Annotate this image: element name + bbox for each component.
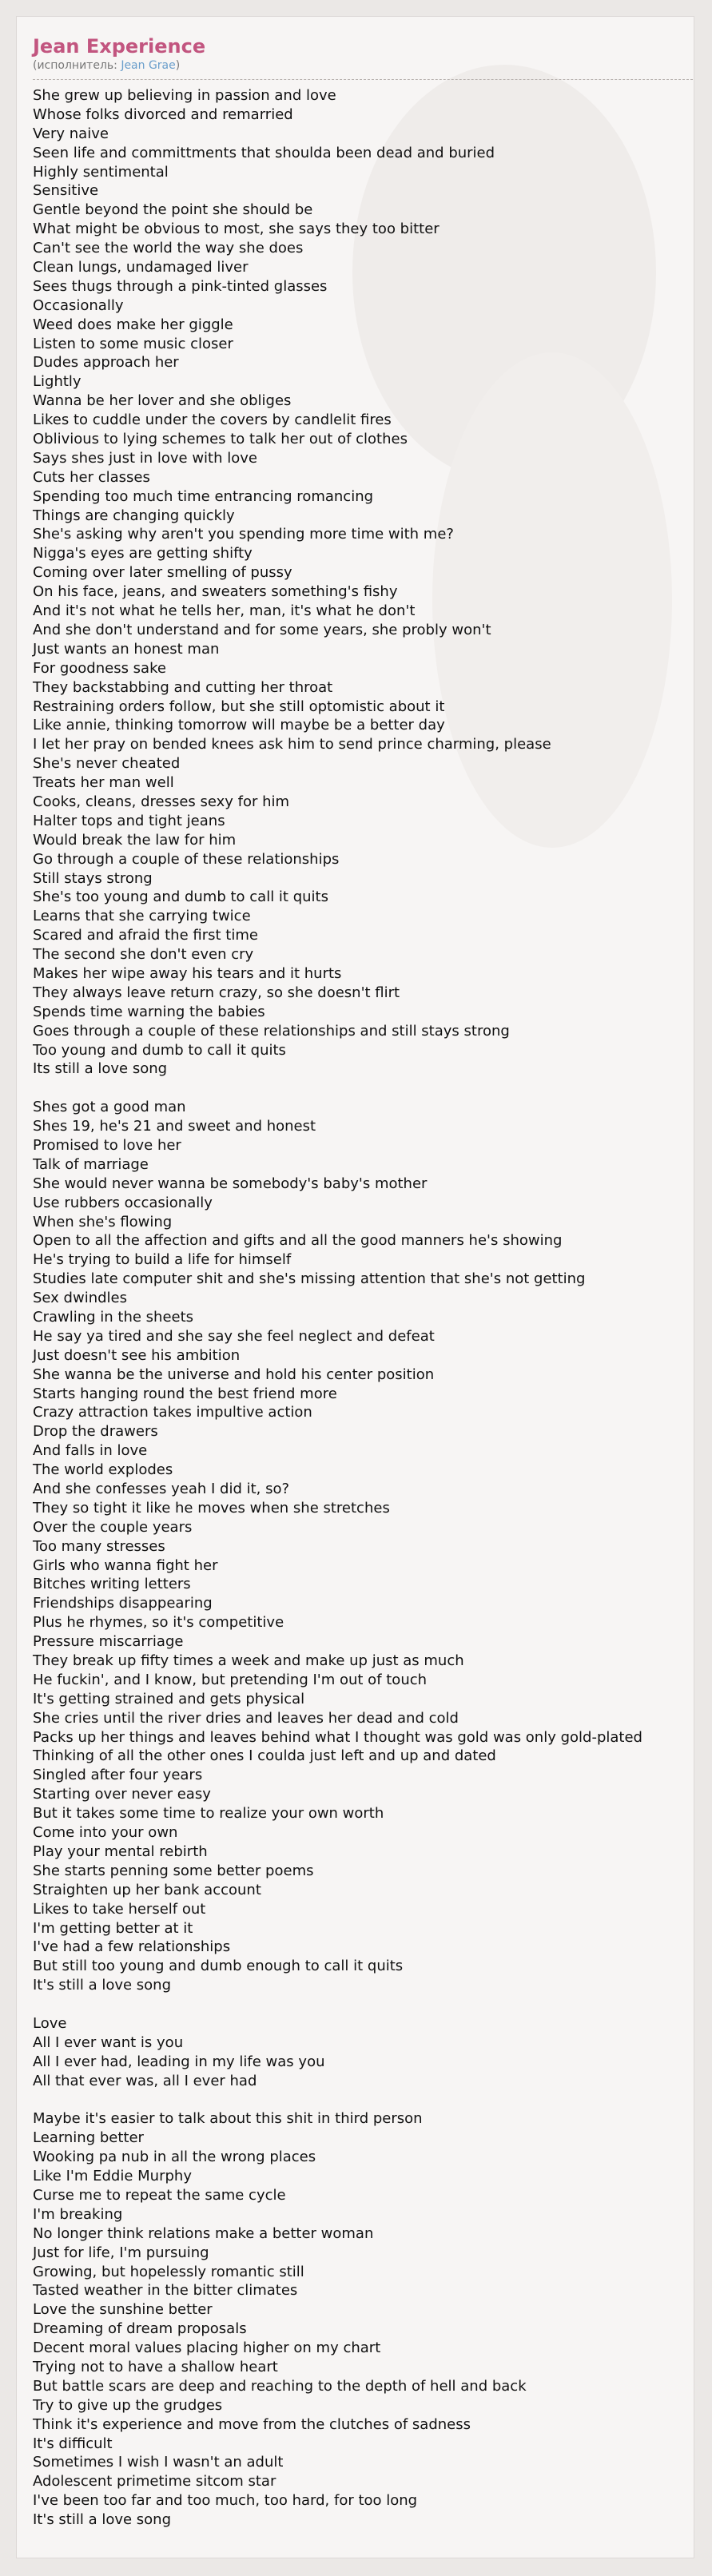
lyric-line: Try to give up the grudges [33, 2396, 223, 2414]
lyric-line: And it's not what he tells her, man, it's what he don't [33, 602, 416, 620]
lyric-line: Spending too much time entrancing romancing [33, 487, 374, 505]
artist-link[interactable]: Jean Grae [121, 59, 176, 72]
lyric-line: The second she don't even cry [33, 946, 254, 964]
lyric-line: Crazy attraction takes impultive action [33, 1404, 312, 1421]
lyric-line: Plus he rhymes, so it's competitive [33, 1614, 284, 1632]
lyric-line: Adolescent primetime sitcom star [33, 2473, 276, 2491]
lyric-line: Coming over later smelling of pussy [33, 564, 292, 582]
lyric-line: Just doesn't see his ambition [33, 1346, 241, 1364]
lyric-line: Open to all the affection and gifts and all the good manners he's showing [33, 1232, 563, 1250]
lyric-line: Cooks, cleans, dresses sexy for him [33, 793, 290, 810]
lyric-line: She starts penning some better poems [33, 1862, 314, 1879]
lyric-line: Tasted weather in the bitter climates [33, 2282, 298, 2300]
lyric-line: Oblivious to lying schemes to talk her out of clothes [33, 431, 408, 448]
lyric-line: Learns that she carrying twice [33, 908, 251, 925]
lyric-line: Shes 19, he's 21 and sweet and honest [33, 1118, 316, 1135]
lyric-line: Likes to cuddle under the covers by candlelit fires [33, 411, 392, 429]
lyric-line: Occasionally [33, 296, 124, 314]
lyric-line: Singled after four years [33, 1767, 203, 1784]
lyric-line: Nigga's eyes are getting shifty [33, 545, 253, 563]
lyrics-content [17, 17, 694, 2530]
lyric-line: Clean lungs, undamaged liver [33, 259, 249, 276]
lyric-line: They so tight it like he moves when she stretches [33, 1499, 390, 1517]
lyric-line: No longer think relations make a better woman [33, 2224, 374, 2242]
lyric-line: All I ever want is you [33, 2033, 184, 2051]
lyric-line: Talk of marriage [33, 1155, 149, 1173]
lyric-line: And falls in love [33, 1442, 148, 1460]
lyric-line: Go through a couple of these relationships [33, 850, 340, 868]
lyric-line: Treats her man well [33, 774, 174, 792]
lyric-line: She cries until the river dries and leaves her dead and cold [33, 1709, 459, 1727]
lyric-line: But it takes some time to realize your own worth [33, 1805, 384, 1823]
lyrics-text [33, 86, 694, 2530]
lyric-line: Seen life and committments that shoulda been dead and buried [33, 144, 495, 161]
lyric-line: I've had a few relationships [33, 1938, 231, 1956]
lyric-line: Things are changing quickly [33, 507, 235, 524]
lyric-line: Like annie, thinking tomorrow will maybe be a better day [33, 717, 445, 734]
lyric-line: He say ya tired and she say she feel neglect and defeat [33, 1327, 435, 1345]
lyric-line: Use rubbers occasionally [33, 1194, 213, 1211]
song-title: Jean Experience [33, 35, 206, 58]
lyric-line: It's still a love song [33, 1977, 172, 1994]
lyric-line: Curse me to repeat the same cycle [33, 2186, 286, 2204]
lyric-line: Sensitive [33, 182, 99, 200]
lyric-line: Wanna be her lover and she obliges [33, 392, 292, 410]
lyric-line: I've been too far and too much, too hard, for too long [33, 2492, 418, 2510]
lyric-line: Friendships disappearing [33, 1595, 213, 1612]
lyric-line: Just for life, I'm pursuing [33, 2244, 209, 2261]
lyric-line: For goodness sake [33, 659, 166, 677]
lyric-line: Promised to love her [33, 1136, 181, 1154]
lyric-line: Says shes just in love with love [33, 449, 257, 467]
lyric-line: Its still a love song [33, 1060, 168, 1078]
lyric-line: Cuts her classes [33, 468, 150, 486]
lyric-line: But battle scars are deep and reaching to the depth of hell and back [33, 2377, 527, 2395]
lyric-line: They break up fifty times a week and make up just as much [33, 1652, 464, 1670]
lyric-line: Packs up her things and leaves behind what I thought was gold was only gold-plated [33, 1728, 642, 1746]
lyric-line: Learning better [33, 2129, 144, 2147]
lyric-line: Come into your own [33, 1824, 178, 1842]
lyric-line: I'm breaking [33, 2205, 123, 2223]
lyric-line: Goes through a couple of these relationships and still stays strong [33, 1022, 510, 1040]
lyric-line: Scared and afraid the first time [33, 927, 258, 944]
lyric-line: Over the couple years [33, 1518, 193, 1536]
lyric-line: What might be obvious to most, she says they too bitter [33, 221, 440, 238]
lyric-line: The world explodes [33, 1461, 173, 1479]
lyric-line: Sometimes I wish I wasn't an adult [33, 2454, 284, 2471]
lyric-line: He's trying to build a life for himself [33, 1251, 292, 1269]
lyric-line: Love the sunshine better [33, 2301, 213, 2319]
lyric-line: It's getting strained and gets physical [33, 1690, 305, 1707]
performer-suffix: ) [175, 59, 181, 72]
lyric-line: Like I'm Eddie Murphy [33, 2168, 192, 2185]
lyric-line: She's never cheated [33, 755, 181, 773]
lyric-line: She's too young and dumb to call it quits [33, 888, 328, 906]
lyric-line: Can't see the world the way she does [33, 240, 304, 257]
performer-prefix: (исполнитель: [33, 59, 121, 72]
lyric-line: Makes her wipe away his tears and it hurts [33, 964, 342, 982]
lyric-line: Dudes approach her [33, 354, 179, 372]
lyric-line: Straighten up her bank account [33, 1881, 261, 1898]
stanza-break [33, 1079, 694, 1098]
lyric-line: She would never wanna be somebody's baby's mother [33, 1175, 428, 1192]
lyric-line: Starts hanging round the best friend more [33, 1385, 337, 1402]
lyric-line: Love [33, 2014, 67, 2032]
lyric-line: Whose folks divorced and remarried [33, 105, 293, 123]
lyric-line: On his face, jeans, and sweaters something's fishy [33, 583, 398, 601]
lyric-line: Think it's experience and move from the clutches of sadness [33, 2415, 471, 2433]
lyric-line: Likes to take herself out [33, 1900, 206, 1918]
lyric-line: Restraining orders follow, but she still optomistic about it [33, 698, 445, 715]
lyric-line: Growing, but hopelessly romantic still [33, 2263, 304, 2280]
lyric-line: Too many stresses [33, 1537, 165, 1555]
lyric-line: When she's flowing [33, 1213, 173, 1230]
lyric-line: Weed does make her giggle [33, 316, 233, 333]
lyric-line: And she confesses yeah I did it, so? [33, 1481, 290, 1498]
lyric-line: Girls who wanna fight her [33, 1556, 218, 1574]
lyric-line: All that ever was, all I ever had [33, 2072, 257, 2089]
lyric-line: It's difficult [33, 2435, 113, 2452]
lyric-line: Trying not to have a shallow heart [33, 2358, 278, 2375]
lyric-line: Very naive [33, 125, 109, 142]
lyrics-card [16, 16, 694, 2558]
lyric-line: Decent moral values placing higher on my chart [33, 2339, 381, 2357]
lyric-line: I'm getting better at it [33, 1919, 193, 1937]
lyric-line: But still too young and dumb enough to call it quits [33, 1958, 404, 1975]
lyric-line: They always leave return crazy, so she doesn't flirt [33, 984, 400, 1001]
lyric-line: Sex dwindles [33, 1290, 127, 1307]
lyric-line: Studies late computer shit and she's missing attention that she's not getting [33, 1270, 586, 1288]
performer-line [33, 58, 694, 73]
lyric-line: Just wants an honest man [33, 640, 220, 658]
stanza-break [33, 2091, 694, 2110]
lyric-line: She's asking why aren't you spending more time with me? [33, 526, 454, 543]
lyric-line: It's still a love song [33, 2511, 172, 2529]
lyric-line: Dreaming of dream proposals [33, 2320, 247, 2338]
stanza-break [33, 1995, 694, 2014]
lyric-line: Crawling in the sheets [33, 1309, 194, 1326]
lyric-line: Bitches writing letters [33, 1576, 191, 1593]
lyric-line: Spends time warning the babies [33, 1003, 265, 1020]
lyric-line: He fuckin', and I know, but pretending I'm out of touch [33, 1671, 428, 1688]
lyric-line: Wooking pa nub in all the wrong places [33, 2149, 316, 2166]
lyric-line: Still stays strong [33, 869, 153, 887]
lyric-line: She wanna be the universe and hold his center position [33, 1366, 435, 1383]
lyric-line: They backstabbing and cutting her throat [33, 678, 333, 696]
lyric-line: She grew up believing in passion and love [33, 87, 336, 104]
lyric-line: I let her pray on bended knees ask him to send prince charming, please [33, 736, 551, 753]
lyric-line: And she don't understand and for some years, she probly won't [33, 621, 491, 638]
lyric-line: Maybe it's easier to talk about this shit in third person [33, 2110, 423, 2128]
lyric-line: Would break the law for him [33, 831, 237, 849]
lyric-line: Lightly [33, 373, 82, 391]
lyric-line: Drop the drawers [33, 1423, 158, 1441]
lyric-line: Shes got a good man [33, 1099, 186, 1116]
lyric-line: Gentle beyond the point she should be [33, 201, 313, 219]
lyric-line: Too young and dumb to call it quits [33, 1041, 286, 1059]
lyric-line: Thinking of all the other ones I coulda just left and up and dated [33, 1747, 496, 1765]
lyric-line: Sees thugs through a pink-tinted glasses [33, 277, 328, 295]
lyric-line: Pressure miscarriage [33, 1633, 184, 1651]
lyric-line: Halter tops and tight jeans [33, 812, 225, 829]
lyric-line: Starting over never easy [33, 1786, 211, 1803]
lyric-line: Play your mental rebirth [33, 1843, 208, 1860]
lyric-line: Highly sentimental [33, 163, 169, 181]
lyric-line: All I ever had, leading in my life was you [33, 2053, 325, 2070]
lyric-line: Listen to some music closer [33, 335, 233, 352]
title-divider [33, 79, 693, 80]
